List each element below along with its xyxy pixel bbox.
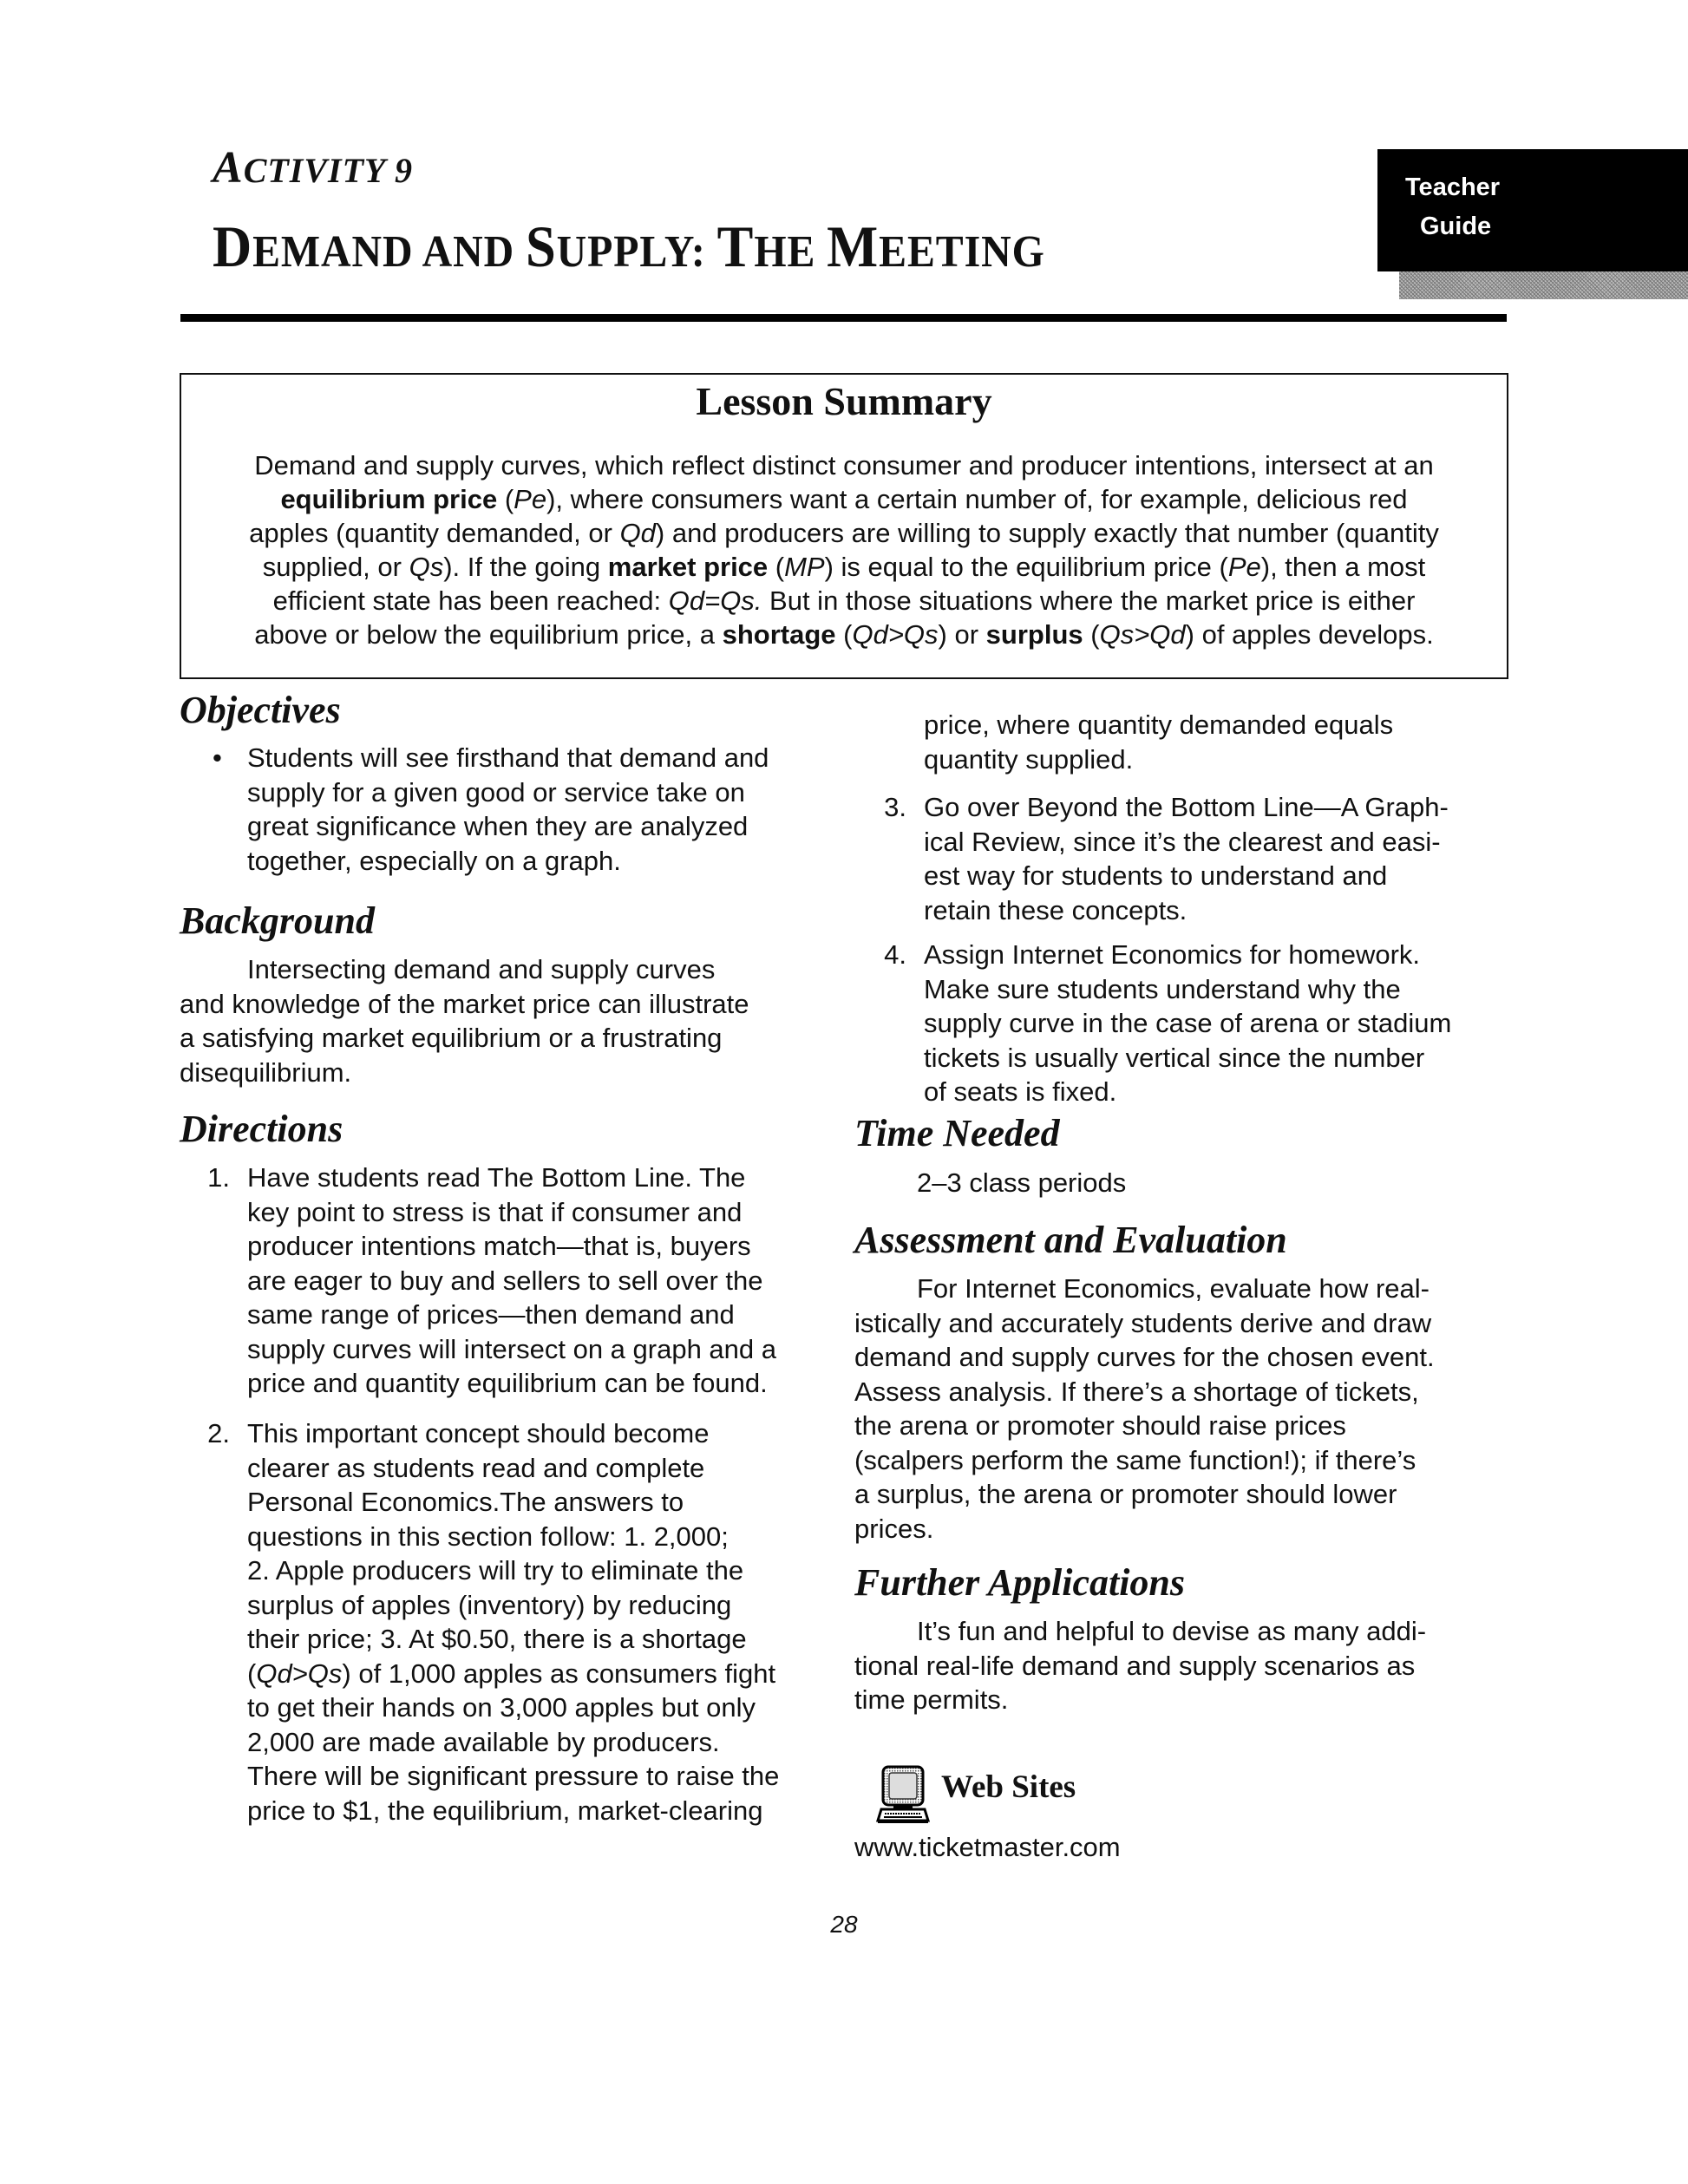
text-run: surplus of apples (inventory) by reducing [247,1589,732,1620]
assessment-line: demand and supply curves for the chosen event. [854,1342,1435,1372]
text-run: ), where consumers want a certain number of, for example, delicious red [546,484,1408,514]
text-run: ( [247,1658,257,1689]
direction-line [247,1694,756,1721]
text-run: ( [497,484,514,514]
text-run: clearer as students read and complete [247,1452,705,1483]
title-part [717,213,828,279]
page-number: 28 [830,1911,858,1938]
web-site-link[interactable]: www.ticketmaster.com [854,1832,1121,1862]
text-run: shortage [722,619,836,650]
text-run: questions in this section follow: 1. 2,000; [247,1520,729,1552]
text-run: of seats is fixed. [924,1076,1117,1107]
direction-number: 2. [207,1418,230,1448]
objective-line: Students will see firsthand that demand and [247,742,769,773]
text-run: quantity supplied. [924,743,1134,775]
assessment-line: Assess analysis. If there’s a shortage of tickets, [854,1376,1419,1407]
direction-line [924,894,1187,925]
text-run: to get their hands on 3,000 apples but only [247,1692,756,1723]
direction-line [247,1488,684,1515]
text-run: ) of 1,000 apples as consumers fight [342,1658,776,1689]
background-line: disequilibrium. [180,1056,352,1088]
text-run: ) is equal to the equilibrium price ( [824,552,1228,582]
direction-line [924,1044,1424,1071]
text-run: Qd=Qs. [668,585,762,616]
direction-line [247,1164,745,1191]
text-run: producer intentions match—that is, buyers [247,1231,751,1261]
direction-line [924,1010,1451,1036]
direction-line [247,1333,776,1364]
title-cap: D [213,213,253,279]
text-run: apples (quantity demanded, or [249,518,620,548]
direction-line [247,1301,735,1328]
directions-heading: Directions [180,1108,343,1150]
text-run: same range of prices—then demand and [247,1299,735,1330]
title-cap: T [716,213,755,279]
assessment-line: (scalpers perform the same function!); if there’s [854,1444,1416,1475]
page-title [213,213,1045,279]
summary-line [181,621,1507,648]
title-rest: EETING [879,227,1045,277]
badge-shadow-pattern [1399,271,1688,299]
summary-line [181,452,1507,479]
direction-line [924,973,1401,1004]
direction-line [247,1520,729,1552]
text-run: market price [607,552,769,582]
objectives-heading: Objectives [180,689,341,731]
title-part [827,213,1045,279]
text-run: their price; 3. At $0.50, there is a shortage [247,1624,747,1654]
activity-label-rest: CTIVITY 9 [243,151,413,190]
text-run: Qd>Qs [256,1658,343,1689]
assessment-line: For Internet Economics, evaluate how real- [917,1273,1430,1304]
assessment-heading: Assessment and Evaluation [854,1219,1287,1261]
teacher-guide-badge [1377,149,1688,271]
text-run: Make sure students understand why the [924,973,1401,1004]
text-run: Qs>Qd [1099,619,1186,650]
text-run: Personal Economics.The answers to [247,1487,684,1517]
time-needed-text: 2–3 class periods [917,1167,1127,1198]
title-rest: EMAND AND [252,227,526,277]
direction-number: 1. [207,1162,230,1193]
text-run: price to $1, the equilibrium, market-clearing [247,1795,763,1826]
text-run: Qd>Qs [852,619,939,650]
further-line: time permits. [854,1684,1009,1715]
text-run: supply curves will intersect on a graph and a [247,1333,776,1364]
title-divider [180,314,1507,322]
summary-line [181,520,1507,546]
text-run: Assign Internet Economics for homework. [924,939,1421,970]
computer-icon [876,1765,930,1824]
text-run: key point to stress is that if consumer and [247,1196,743,1227]
text-run: are eager to buy and sellers to sell over the [247,1265,763,1296]
direction-number: 3. [884,792,906,822]
assessment-line: a surplus, the arena or promoter should lower [854,1479,1397,1509]
direction-line [247,1267,763,1294]
text-run: efficient state has been reached: [272,585,669,616]
further-line: tional real-life demand and supply scenarios as [854,1650,1416,1681]
objective-line: great significance when they are analyzed [247,811,749,841]
text-run: This important concept should become [247,1418,710,1448]
direction-line [247,1762,779,1789]
summary-line [181,486,1507,513]
direction-line [247,1589,732,1620]
direction-line [924,1078,1116,1105]
background-heading: Background [180,899,375,942]
text-run: Pe [1227,552,1261,582]
text-run: MP [784,552,825,582]
assessment-line: the arena or promoter should raise prices [854,1410,1346,1441]
objective-line: together, especially on a graph. [247,845,621,876]
text-run: price, where quantity demanded equals [924,709,1394,740]
direction-line [247,1420,709,1447]
text-run: ( [1083,619,1100,650]
direction-line [247,1625,747,1652]
title-cap: M [827,213,880,279]
direction-line [924,711,1393,738]
title-part [213,213,526,279]
background-line: and knowledge of the market price can illustrate [180,988,749,1019]
text-run: supplied, or [262,552,409,582]
title-rest: HE [754,227,828,277]
web-sites-heading: Web Sites [941,1769,1076,1805]
direction-line [247,1196,743,1227]
text-run: Demand and supply curves, which reflect distinct consumer and producer intentions, intersect at an [254,450,1434,481]
direction-line [247,1370,768,1396]
text-run: ) or [938,619,986,650]
text-run: Qd [619,518,656,548]
direction-line [924,862,1387,889]
further-line: It’s fun and helpful to devise as many addi- [917,1616,1427,1646]
direction-line [247,1797,762,1824]
activity-label [213,143,413,193]
assessment-line: istically and accurately students derive and draw [854,1307,1432,1338]
text-run: ) and producers are willing to supply exactly that number (quantity [655,518,1439,548]
text-run: price and quantity equilibrium can be found. [247,1368,768,1398]
text-run: 2. Apple producers will try to eliminate the [247,1555,744,1586]
summary-line [181,553,1507,580]
direction-line [924,941,1420,968]
direction-line [247,1557,743,1584]
badge-text-teacher: Teacher [1405,173,1501,201]
title-rest: UPPLY: [556,227,717,277]
assessment-line: prices. [854,1513,934,1544]
text-run: Qs [409,552,444,582]
bullet-icon: • [213,742,222,773]
text-run: above or below the equilibrium price, a [254,619,723,650]
time-needed-heading: Time Needed [854,1112,1060,1154]
text-run: tickets is usually vertical since the number [924,1042,1425,1073]
direction-line [247,1233,751,1259]
text-run: surplus [985,619,1083,650]
title-part [526,213,717,279]
direction-line [924,743,1134,775]
direction-line [247,1452,705,1483]
text-run: ). If the going [443,552,608,582]
text-run: retain these concepts. [924,894,1187,925]
direction-line [924,828,1441,855]
direction-line [924,794,1449,821]
summary-line [181,587,1507,614]
text-run: est way for students to understand and [924,860,1388,891]
activity-label-initial: A [213,143,244,193]
direction-line [247,1726,720,1757]
text-run: 2,000 are made available by producers. [247,1726,720,1757]
objective-line: supply for a given good or service take on [247,776,745,808]
text-run: ( [835,619,853,650]
title-cap: S [525,213,557,279]
text-run: ), then a most [1260,552,1426,582]
lesson-summary-title: Lesson Summary [696,379,992,423]
text-run: Pe [514,484,547,514]
direction-number: 4. [884,939,906,970]
text-run: But in those situations where the market price is either [762,585,1416,616]
text-run: equilibrium price [280,484,498,514]
further-applications-heading: Further Applications [854,1561,1186,1604]
text-run: ) of apples develops. [1185,619,1434,650]
text-run: Go over Beyond the Bottom Line—A Graph- [924,792,1449,822]
text-run: Have students read The Bottom Line. The [247,1162,746,1193]
background-line: Intersecting demand and supply curves [247,954,716,984]
text-run: There will be significant pressure to raise the [247,1761,780,1791]
direction-line [247,1660,775,1687]
text-run: supply curve in the case of arena or stadium [924,1008,1452,1038]
badge-text-guide: Guide [1420,213,1492,240]
text-run: ( [768,552,785,582]
background-line: a satisfying market equilibrium or a frustrating [180,1023,723,1053]
text-run: ical Review, since it’s the clearest and easi- [924,826,1441,857]
